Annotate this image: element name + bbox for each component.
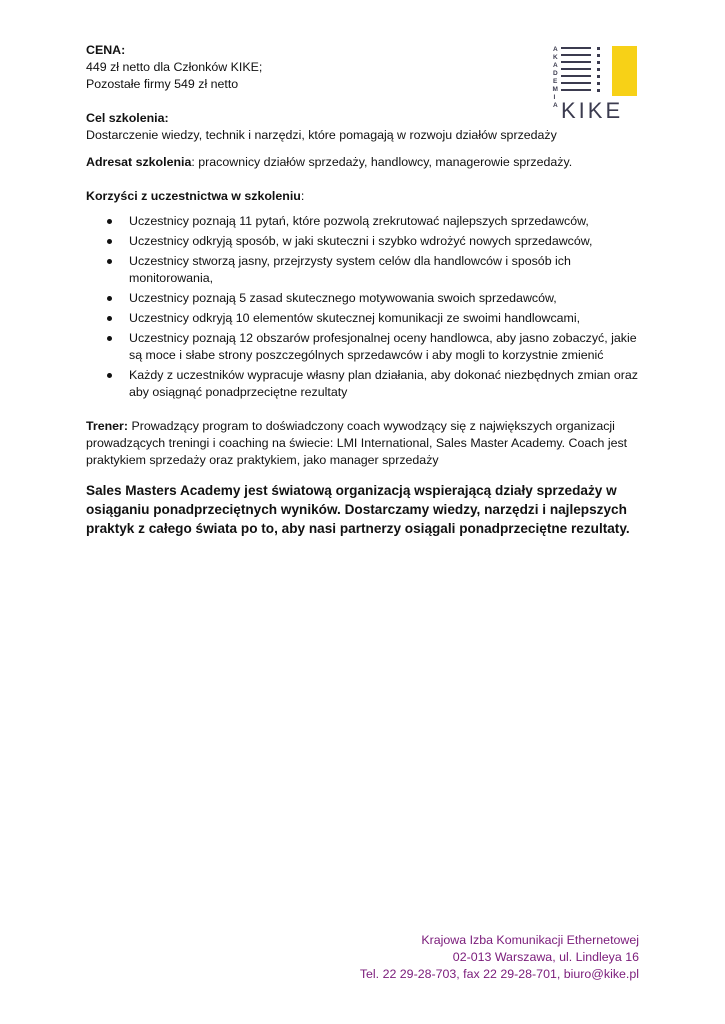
list-item [86, 213, 641, 230]
footer-phone-email: Tel. 22 29-28-703, fax 22 29-28-701, biuro@kike.pl [359, 967, 639, 981]
list-item [86, 310, 641, 327]
logo-letter: A [553, 46, 558, 53]
trainer-section [86, 418, 641, 469]
logo-letter: K [553, 54, 558, 61]
list-item [86, 367, 641, 401]
trainer-label: Trener: [86, 419, 129, 433]
bullet-icon [107, 239, 112, 244]
logo-letter: A [553, 102, 558, 109]
list-item [86, 330, 641, 364]
benefits-label: Korzyści z uczestnictwa w szkoleniu [86, 189, 301, 203]
bullet-icon [107, 373, 112, 378]
benefit-text: Uczestnicy poznają 5 zasad skutecznego motywowania swoich sprzedawców, [129, 291, 557, 305]
benefit-text: Uczestnicy odkryją 10 elementów skutecznej komunikacji ze swoimi handlowcami, [129, 311, 581, 325]
trainer-text: Prowadzący program to doświadczony coach wywodzący się z największych organizacji prowadzących treningi i coaching na świecie: LMI International, Sales Master Academy. Coach jest praktykiem sprzedaży oraz praktykiem, jako manager sprzedaży [86, 419, 628, 467]
price-label: CENA: [86, 43, 126, 57]
benefits-heading [86, 188, 641, 205]
price-others: Pozostałe firmy 549 zł netto [86, 77, 239, 91]
list-item [86, 253, 641, 287]
bullet-icon [107, 259, 112, 264]
logo-letter: I [553, 94, 556, 101]
goal-section [86, 110, 641, 144]
audience-text: : pracownicy działów sprzedaży, handlowcy, managerowie sprzedaży. [191, 155, 573, 169]
logo-letter: A [553, 62, 558, 69]
logo-letter: M [552, 86, 558, 93]
benefits-list [86, 213, 641, 401]
benefit-text: Uczestnicy poznają 12 obszarów profesjonalnej oceny handlowca, aby jasno zobaczyć, jakie są moce i słabe strony poszczególnych sprzedawców i aby mogli to korzystnie zmienić [129, 331, 637, 362]
goal-label: Cel szkolenia: [86, 111, 169, 125]
logo-brand-text: KIKE [561, 98, 624, 122]
document-body [86, 42, 641, 538]
footer-org-name: Krajowa Izba Komunikacji Ethernetowej [421, 933, 639, 947]
benefit-text: Każdy z uczestników wypracuje własny plan działania, aby dokonać niezbędnych zmian oraz aby osiągnąć ponadprzeciętne rezultaty [129, 368, 638, 399]
footer-address: 02-013 Warszawa, ul. Lindleya 16 [452, 950, 639, 964]
closing-statement: Sales Masters Academy jest światową organizacją wspierającą działy sprzedaży w osiąganiu ponadprzeciętnych wyników. Dostarczamy wiedzy, narzędzi i najlepszych praktyk z całego świata po to, aby nasi partnerzy osiągali ponadprzeciętne rezultaty. [86, 483, 630, 536]
benefit-text: Uczestnicy poznają 11 pytań, które pozwolą zrekrutować najlepszych sprzedawców, [129, 214, 589, 228]
bullet-icon [107, 316, 112, 321]
price-section [86, 42, 641, 93]
list-item [86, 233, 641, 250]
benefit-text: Uczestnicy stworzą jasny, przejrzysty system celów dla handlowców i sposób ich monitorowania, [129, 254, 571, 285]
logo-letter: E [553, 78, 558, 85]
goal-text: Dostarczenie wiedzy, technik i narzędzi, które pomagają w rozwoju działów sprzedaży [86, 128, 557, 142]
bullet-icon [107, 296, 112, 301]
bullet-icon [107, 336, 112, 341]
list-item [86, 290, 641, 307]
footer-contact [360, 932, 639, 983]
bullet-icon [107, 219, 112, 224]
benefit-text: Uczestnicy odkryją sposób, w jaki skuteczni i szybko wdrożyć nowych sprzedawców, [129, 234, 593, 248]
audience-section [86, 154, 641, 171]
logo-letter: D [553, 70, 558, 77]
price-members: 449 zł netto dla Członków KIKE; [86, 60, 263, 74]
benefits-colon: : [300, 189, 305, 203]
audience-label: Adresat szkolenia [86, 155, 192, 169]
